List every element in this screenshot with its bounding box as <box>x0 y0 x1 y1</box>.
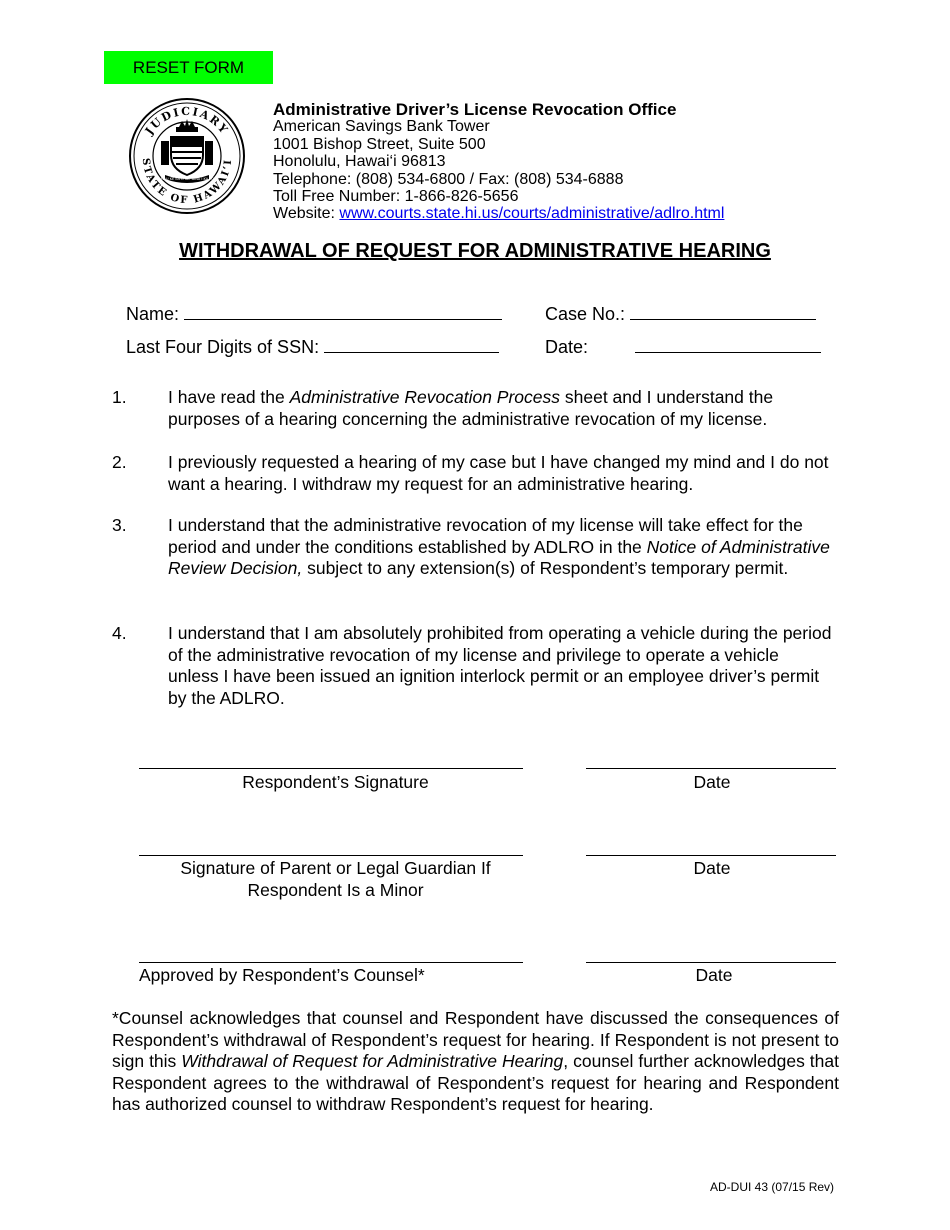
address-line: 1001 Bishop Street, Suite 500 <box>273 135 486 153</box>
date-row <box>545 334 821 358</box>
ssn-field[interactable] <box>324 334 499 353</box>
website-label: Website: <box>273 205 340 223</box>
item-text-part: subject to any extension(s) of Respondent’s temporary permit. <box>302 558 789 578</box>
page-title: WITHDRAWAL OF REQUEST FOR ADMINISTRATIVE HEARING <box>179 240 771 262</box>
counsel-date-line[interactable] <box>586 962 836 963</box>
item-text <box>168 515 833 580</box>
name-label: Name: <box>126 304 180 324</box>
case-number-row <box>545 301 816 325</box>
website-line <box>273 205 724 222</box>
date-field[interactable] <box>635 334 821 353</box>
item-number: 3. <box>112 515 127 535</box>
address-line: American Savings Bank Tower <box>273 118 490 136</box>
item-text <box>168 387 833 430</box>
form-number: AD-DUI 43 (07/15 Rev) <box>710 1180 835 1194</box>
date-caption: Date <box>693 858 731 878</box>
item-text: I previously requested a hearing of my case but I have changed my mind and I do not want a hearing. I withdraw my request for an administrative hearing. <box>168 452 829 494</box>
website-link[interactable]: www.courts.state.hi.us/courts/administrative/adlro.html <box>339 205 725 223</box>
respondent-date-line[interactable] <box>586 768 836 769</box>
item-text-part: I have read the <box>168 387 290 407</box>
item-text-part: sheet and I understand the purposes of a hearing concerning the administrative revocation of my license. <box>168 387 774 429</box>
office-name: Administrative Driver’s License Revocation Office <box>273 100 677 119</box>
date-label: Date: <box>545 337 589 357</box>
ssn-row <box>126 334 499 358</box>
case-number-field[interactable] <box>630 301 816 320</box>
guardian-caption-line: Respondent Is a Minor <box>247 879 424 900</box>
note-text: *Counsel acknowledges that counsel and Respondent have discussed the consequences of Respondent’s withdrawal of Respondent’s request for hearing. If Respondent is not present to sign this <box>112 1008 839 1071</box>
note-text-italic: Withdrawal of Request for Administrative Hearing <box>181 1051 564 1071</box>
seal-icon <box>127 97 247 215</box>
guardian-date-line[interactable] <box>586 855 836 856</box>
office-address-block <box>273 101 724 223</box>
guardian-signature-line[interactable] <box>139 855 523 856</box>
seal-top-text: JUDICIARY <box>142 104 232 138</box>
date-caption: Date <box>695 965 733 985</box>
item-number: 4. <box>112 623 127 643</box>
case-number-label: Case No.: <box>545 304 626 324</box>
item-text: I understand that I am absolutely prohibited from operating a vehicle during the period of the administrative revocation of my license and privilege to operate a vehicle unless I have been issued an ignition interlock permit or an employee driver’s permit by the ADLRO. <box>168 623 832 708</box>
item-text-italic: Administrative Revocation Process <box>289 387 561 407</box>
ssn-label: Last Four Digits of SSN: <box>126 337 320 357</box>
item-text-italic: Notice of Administrative Review Decision, <box>168 536 830 578</box>
name-field-row <box>126 301 502 325</box>
date-caption: Date <box>693 772 731 792</box>
note-text: , counsel further acknowledges that Respondent agrees to the withdrawal of Respondent’s request for hearing and Respondent has authorized counsel to withdraw Respondent’s request for hearing. <box>112 1051 839 1114</box>
item-number: 2. <box>112 452 127 472</box>
name-field[interactable] <box>184 301 502 320</box>
telephone-fax: Telephone: (808) 534-6800 / Fax: (808) 534-6888 <box>273 170 624 188</box>
item-number: 1. <box>112 387 127 407</box>
counsel-signature-line[interactable] <box>139 962 523 963</box>
counsel-signature-caption: Approved by Respondent’s Counsel* <box>139 965 425 985</box>
reset-form-button[interactable]: RESET FORM <box>104 51 273 84</box>
seal-bottom-text: STATE OF HAWAI‘I <box>139 157 235 207</box>
item-text-part: I understand that the administrative revocation of my license will take effect for the period and under the conditions established by ADLRO in the <box>168 515 803 557</box>
guardian-caption-line: Signature of Parent or Legal Guardian If <box>180 858 491 878</box>
toll-free-number: Toll Free Number: 1-866-826-5656 <box>273 188 519 206</box>
judiciary-seal <box>127 97 247 215</box>
respondent-signature-line[interactable] <box>139 768 523 769</box>
seal-motto: UA MAU KE EA O KA ʻĀINA I KA PONO <box>154 177 220 181</box>
address-line: Honolulu, Hawai‘i 96813 <box>273 153 446 171</box>
guardian-signature-caption <box>139 858 532 901</box>
counsel-note <box>112 1008 839 1116</box>
respondent-signature-caption: Respondent’s Signature <box>242 772 429 792</box>
